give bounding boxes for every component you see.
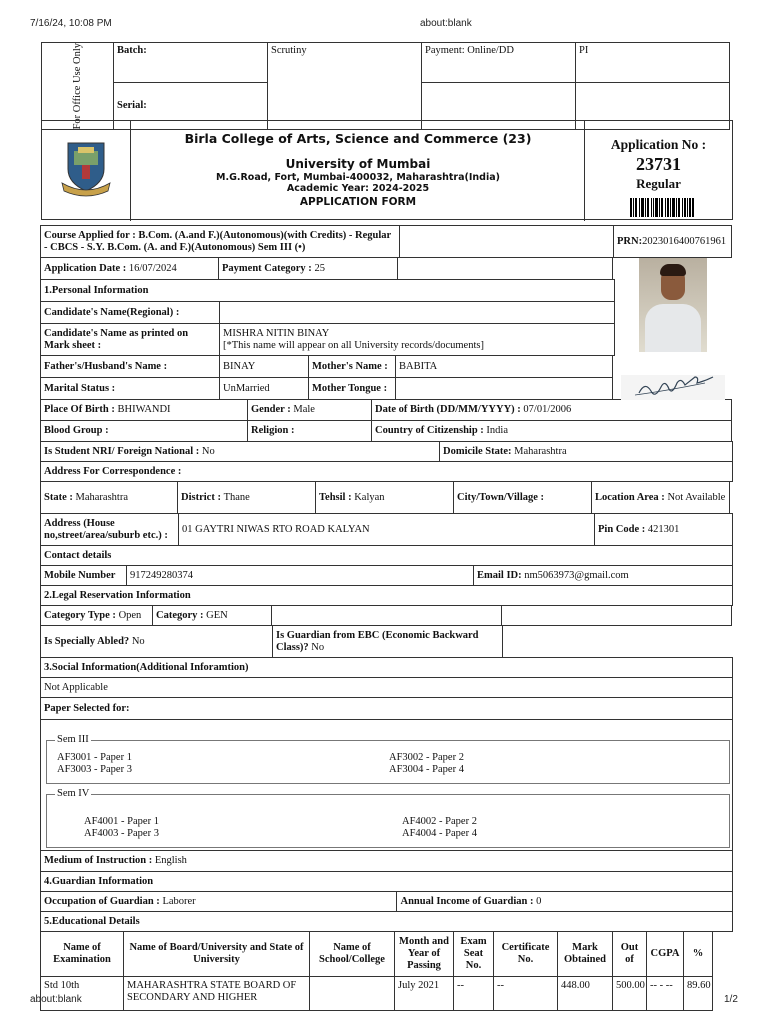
- candidate-signature: [621, 375, 725, 400]
- location-area: Location Area : Not Available: [591, 481, 730, 514]
- mobile-number: 917249280374: [126, 565, 474, 586]
- guardian-income: Annual Income of Guardian : 0: [396, 891, 733, 912]
- office-use-table: [41, 42, 730, 130]
- marksheet-name-cell: [219, 323, 615, 356]
- paper-item: AF3004 - Paper 4: [389, 764, 464, 775]
- blood-group-label: Blood Group :: [40, 420, 248, 442]
- edu-header: Mark Obtained: [557, 931, 613, 977]
- paper-item: AF4001 - Paper 1: [84, 816, 159, 827]
- edu-header: %: [683, 931, 713, 977]
- print-title: about:blank: [420, 18, 472, 29]
- prn-value: 2023016400761961: [642, 235, 727, 247]
- paper-item: AF4002 - Paper 2: [402, 816, 477, 827]
- scrutiny-cell: Scrutiny: [268, 43, 422, 130]
- print-page-number: 1/2: [724, 994, 738, 1005]
- college-info: [132, 121, 584, 221]
- papers-box: [40, 719, 733, 851]
- paper-item: AF4003 - Paper 3: [84, 828, 159, 839]
- section-legal: 2.Legal Reservation Information: [40, 585, 733, 606]
- section-personal-info: 1.Personal Information: [40, 279, 615, 302]
- house-address: 01 GAYTRI NIWAS RTO ROAD KALYAN: [178, 513, 595, 546]
- nri-status: Is Student NRI/ Foreign National : No: [40, 441, 440, 462]
- citizenship: Country of Citizenship : India: [371, 420, 732, 442]
- house-address-label: Address (House no,street/area/suburb etc.) :: [40, 513, 179, 546]
- religion-label: Religion :: [247, 420, 372, 442]
- marksheet-name: MISHRA NITIN BINAY: [223, 327, 330, 339]
- marksheet-note: [*This name will appear on all University records/documents]: [223, 339, 484, 351]
- marksheet-name-label: Candidate's Name as printed on Mark sheet :: [40, 323, 220, 356]
- application-number-box: [584, 121, 732, 221]
- gender: Gender : Male: [247, 399, 372, 421]
- address-state: State : Maharashtra: [40, 481, 178, 514]
- place-of-birth: Place Of Birth : BHIWANDI: [40, 399, 248, 421]
- form-title: APPLICATION FORM: [299, 196, 417, 208]
- edu-header: Name of Examination: [40, 931, 124, 977]
- section-address: Address For Correspondence :: [40, 461, 733, 482]
- guardian-ebc: Is Guardian from EBC (Economic Backward Class)? No: [272, 625, 503, 658]
- batch-label: Batch:: [117, 45, 147, 56]
- edu-header: CGPA: [646, 931, 684, 977]
- category-type: Category Type : Open: [40, 605, 153, 626]
- course-cell: Course Applied for : B.Com. (A.and F.)(Autonomous)(with Credits) - Regular - CBCS - S.Y. B.Com. (A. and F.)(Autonomous) Sem III (•): [40, 225, 400, 258]
- section-guardian: 4.Guardian Information: [40, 871, 733, 892]
- edu-header: Certificate No.: [493, 931, 558, 977]
- pin-code: Pin Code : 421301: [594, 513, 733, 546]
- father-label: Father's/Husband's Name :: [40, 355, 220, 378]
- sem-4-group: [46, 788, 730, 848]
- barcode-icon: [630, 198, 694, 217]
- social-value: Not Applicable: [40, 677, 733, 698]
- email: Email ID: nm5063973@gmail.com: [473, 565, 733, 586]
- sem-3-group: [46, 734, 730, 784]
- date-of-birth: Date of Birth (DD/MM/YYYY) : 07/01/2006: [371, 399, 732, 421]
- university-crest-icon: [60, 139, 112, 197]
- regional-name-label: Candidate's Name(Regional) :: [40, 301, 220, 324]
- edu-cell: --: [493, 976, 558, 1011]
- sem-3-title: Sem III: [57, 734, 89, 745]
- table-row: [41, 977, 733, 1012]
- university-name: University of Mumbai: [285, 157, 431, 171]
- mother-label: Mother's Name :: [308, 355, 396, 378]
- office-use-label: For Office Use Only: [42, 43, 114, 130]
- print-footer-url: about:blank: [30, 994, 82, 1005]
- edu-cell: Std 10th: [40, 976, 124, 1011]
- edu-cell: 89.60: [683, 976, 713, 1011]
- print-datetime: 7/16/24, 10:08 PM: [30, 18, 112, 29]
- serial-label: Serial:: [117, 100, 147, 112]
- edu-cell: [309, 976, 395, 1011]
- paper-item: AF4004 - Paper 4: [402, 828, 477, 839]
- app-no-label: Application No :: [610, 137, 707, 152]
- address-tehsil: Tehsil : Kalyan: [315, 481, 454, 514]
- domicile-state: Domicile State: Maharashtra: [439, 441, 733, 462]
- specially-abled: Is Specially Abled? No: [40, 625, 273, 658]
- edu-header: Exam Seat No.: [453, 931, 494, 977]
- education-header-row: [41, 932, 733, 977]
- pi-cell: PI: [576, 43, 730, 83]
- prn-cell: PRN: 2023016400761961: [613, 225, 732, 258]
- mobile-label: Mobile Number: [40, 565, 127, 586]
- edu-cell: 448.00: [557, 976, 613, 1011]
- mother-name: BABITA: [395, 355, 613, 378]
- edu-cell: July 2021: [394, 976, 454, 1011]
- category: Category : GEN: [152, 605, 272, 626]
- father-name: BINAY: [219, 355, 309, 378]
- app-type: Regular: [636, 176, 681, 191]
- paper-item: AF3001 - Paper 1: [57, 752, 132, 763]
- academic-year: Academic Year: 2024-2025: [286, 183, 430, 194]
- section-contact: Contact details: [40, 545, 733, 566]
- college-name: Birla College of Arts, Science and Commerce (23): [184, 131, 532, 146]
- marital-status: UnMarried: [219, 377, 309, 400]
- app-no-value: 23731: [636, 154, 681, 174]
- section-papers: Paper Selected for:: [40, 697, 733, 720]
- application-details: [41, 226, 733, 1012]
- edu-header: Name of School/College: [309, 931, 395, 977]
- edu-cell: 500.00: [612, 976, 647, 1011]
- section-education: 5.Educational Details: [40, 911, 733, 932]
- section-social: 3.Social Information(Additional Inforamtion): [40, 657, 733, 678]
- mother-tongue-label: Mother Tongue :: [308, 377, 396, 400]
- sem-4-title: Sem IV: [57, 788, 90, 799]
- edu-cell: MAHARASHTRA STATE BOARD OF SECONDARY AND HIGHER: [123, 976, 310, 1011]
- marital-label: Marital Status :: [40, 377, 220, 400]
- payment-mode-cell: Payment: Online/DD: [422, 43, 576, 83]
- application-date: Application Date : 16/07/2024: [40, 257, 219, 280]
- edu-cell: -- - --: [646, 976, 684, 1011]
- paper-item: AF3003 - Paper 3: [57, 764, 132, 775]
- edu-header: Out of: [612, 931, 647, 977]
- medium-of-instruction: Medium of Instruction : English: [40, 850, 733, 872]
- course-value: B.Com. (A.and F.)(Autonomous)(with Credits) - Regular - CBCS - S.Y. B.Com. (A. and F.)(Autonomous) Sem III (•): [44, 229, 391, 253]
- city-label: City/Town/Village :: [453, 481, 592, 514]
- university-address: M.G.Road, Fort, Mumbai-400032, Maharashtra(India): [216, 172, 500, 183]
- edu-header: Name of Board/University and State of University: [123, 931, 310, 977]
- address-district: District : Thane: [177, 481, 316, 514]
- candidate-photo: [639, 258, 707, 352]
- form-header: [41, 120, 733, 220]
- edu-cell: --: [453, 976, 494, 1011]
- payment-category: Payment Category : 25: [218, 257, 398, 280]
- edu-header: Month and Year of Passing: [394, 931, 454, 977]
- guardian-occupation: Occupation of Guardian : Laborer: [40, 891, 397, 912]
- university-logo: [42, 121, 131, 221]
- paper-item: AF3002 - Paper 2: [389, 752, 464, 763]
